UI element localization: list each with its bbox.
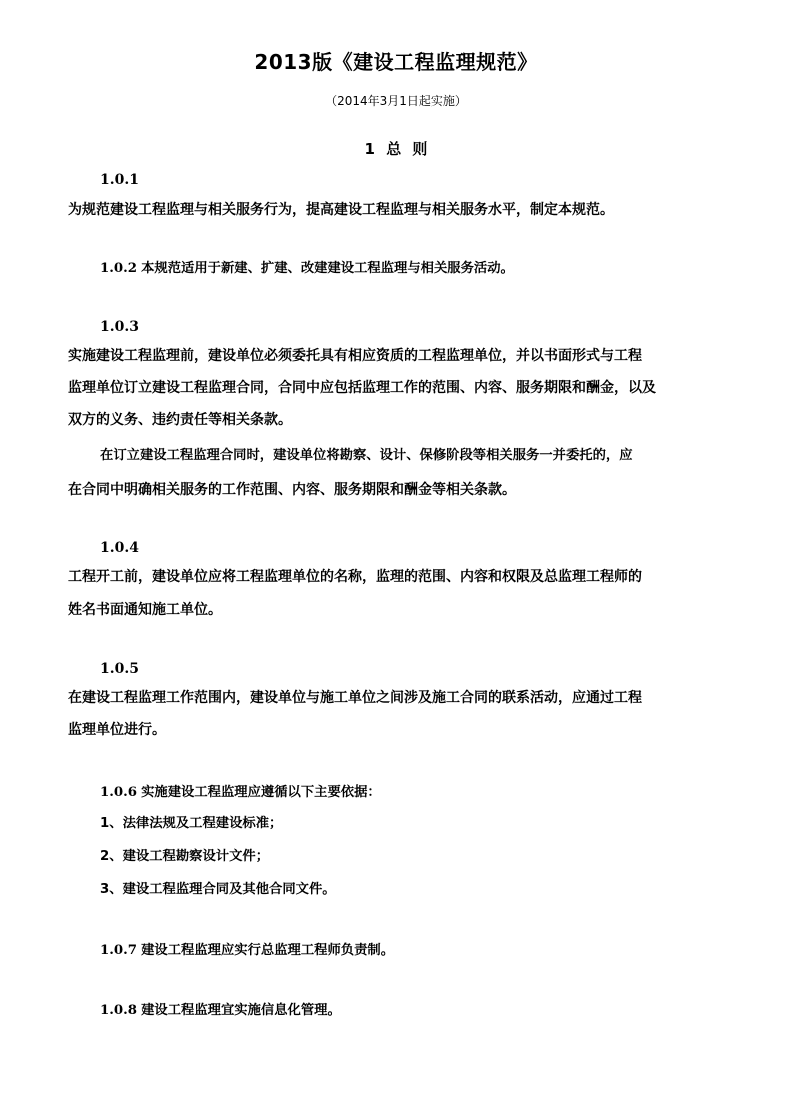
clause-1-0-6	[100, 782, 760, 803]
clause-1-0-5-line-2: 监理单位进行。	[68, 722, 166, 738]
clause-number-1-0-6: 1.0.6	[100, 784, 138, 800]
clause-1-0-3-line-1: 实施建设工程监理前，建设单位必须委托具有相应资质的工程监理单位，并以书面形式与工程	[68, 348, 642, 364]
clause-1-0-4-line-2: 姓名书面通知施工单位。	[68, 602, 222, 618]
clause-number-1-0-5: 1.0.5	[100, 661, 139, 677]
clause-1-0-2	[100, 258, 760, 279]
chapter-heading: 1 总 则	[364, 140, 428, 158]
clause-number-1-0-8: 1.0.8	[100, 1002, 138, 1018]
effective-date: （2014年3月1日起实施）	[325, 94, 467, 108]
clause-1-0-8-text: 建设工程监理宜实施信息化管理。	[141, 1003, 341, 1018]
clause-1-0-5-line-1: 在建设工程监理工作范围内，建设单位与施工单位之间涉及施工合同的联系活动，应通过工程	[68, 690, 642, 706]
clause-1-0-6-item-2: 2、建设工程勘察设计文件；	[100, 849, 270, 864]
document-title: 2013版《建设工程监理规范》	[254, 50, 538, 74]
clause-1-0-7	[100, 940, 760, 961]
clause-1-0-6-text: 实施建设工程监理应遵循以下主要依据：	[141, 785, 381, 800]
clause-1-0-3-line-5: 在合同中明确相关服务的工作范围、内容、服务期限和酬金等相关条款。	[68, 482, 516, 498]
clause-1-0-3-line-2: 监理单位订立建设工程监理合同，合同中应包括监理工作的范围、内容、服务期限和酬金，以及	[68, 380, 656, 396]
clause-number-1-0-7: 1.0.7	[100, 942, 138, 958]
clause-1-0-2-text: 本规范适用于新建、扩建、改建建设工程监理与相关服务活动。	[141, 261, 514, 276]
clause-1-0-1-line-1: 为规范建设工程监理与相关服务行为，提高建设工程监理与相关服务水平，制定本规范。	[68, 202, 614, 218]
clause-1-0-3-line-3: 双方的义务、违约责任等相关条款。	[68, 412, 292, 428]
clause-number-1-0-3: 1.0.3	[100, 319, 139, 335]
clause-1-0-8	[100, 1000, 760, 1021]
clause-1-0-6-item-3: 3、建设工程监理合同及其他合同文件。	[100, 882, 336, 897]
clause-1-0-7-text: 建设工程监理应实行总监理工程师负责制。	[141, 943, 395, 958]
clause-1-0-3-line-4: 在订立建设工程监理合同时，建设单位将勘察、设计、保修阶段等相关服务一并委托的，应	[100, 448, 633, 463]
clause-number-1-0-1: 1.0.1	[100, 172, 139, 188]
clause-number-1-0-4: 1.0.4	[100, 540, 139, 556]
clause-1-0-4-line-1: 工程开工前，建设单位应将工程监理单位的名称，监理的范围、内容和权限及总监理工程师的	[68, 569, 642, 585]
clause-1-0-6-item-1: 1、法律法规及工程建设标准；	[100, 816, 283, 831]
clause-number-1-0-2: 1.0.2	[100, 260, 138, 276]
